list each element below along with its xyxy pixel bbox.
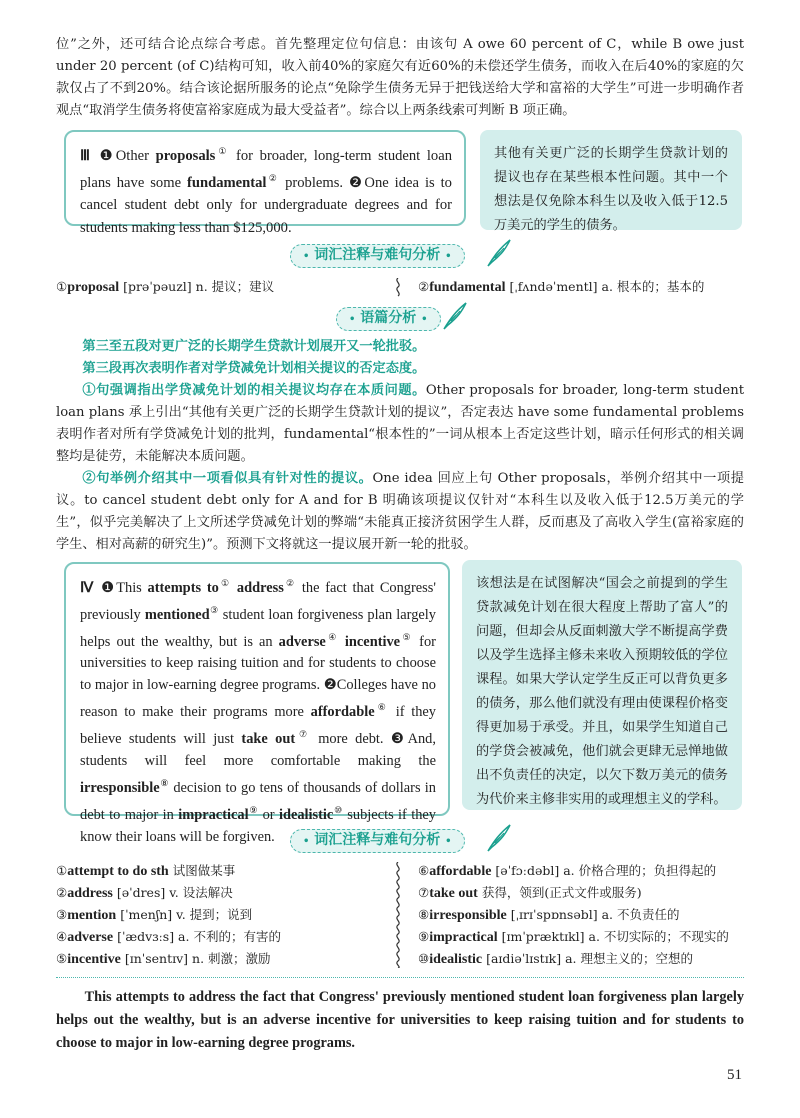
vocab-word: impractical [429, 930, 498, 945]
vocab-word: irresponsible [429, 908, 507, 923]
vocab-word: fundamental [429, 280, 506, 295]
vocab-header: • 词汇注释与难句分析 • [290, 244, 465, 268]
footnote-mark: ② [266, 173, 280, 184]
wavy-divider [392, 278, 404, 298]
vocab-entry: ⑨impractical [ɪmˈpræktɪkl] a. 不切实际的；不现实的 [418, 929, 729, 945]
vocab-entry: ⑦take out 获得，领到(正式文件或服务) [418, 885, 642, 901]
analysis-line-2: 第三段再次表明作者对学贷减免计划相关提议的否定态度。 [82, 361, 426, 376]
feather-pen-icon [484, 823, 512, 853]
feather-pen-icon [440, 301, 468, 331]
dotted-divider [56, 977, 744, 978]
vocab-word: adverse [67, 930, 114, 945]
vocab-word: take out [429, 886, 478, 901]
section-3-english-box [64, 130, 466, 236]
vocab-entry: ③mention [ˈmenʃn] v. 提到；说到 [56, 907, 253, 923]
vocab-entry: ④adverse [ˈædvɜːs] a. 不利的；有害的 [56, 929, 281, 945]
vocab-word: adverse [278, 633, 326, 650]
analysis-header: • 语篇分析 • [336, 307, 441, 331]
vocab-word: idealistic [429, 952, 483, 967]
hard-sentence: This attempts to address the fact that Congress' previously mentioned student loan forgiveness plan largely helps out the wealthy, but is an adverse incentive for universities to keep raising tuition and for students to choose to major in low-earning degree programs. [56, 989, 744, 1051]
vocab-word: take out [241, 730, 296, 747]
vocab-word: address [236, 579, 284, 596]
analysis-head: ①句强调指出学贷减免计划的相关提议均存在本质问题。 [82, 383, 426, 398]
sentence-number: ❷ [349, 175, 365, 192]
analysis-body: Other proposals for broader, long-term student loan plans 承上引出“其他有关更广泛的长期学生贷款计划的提议”，否定表达 have some fundamental problems 表明作者对所有学贷减免计划的批判，fundamental“根本性的”一词从根本上否定这些计划，暗示任何形式的相关调整均是徒劳，未能解决本质问题。 [56, 383, 744, 464]
text: Other [115, 147, 156, 164]
vocab-word: affordable [310, 704, 375, 721]
section-3-translation: 其他有关更广泛的长期学生贷款计划的提议也存在某些根本性问题。其中一个想法是仅免除本科生以及收入低于12.5万美元的学生的债务。 [480, 130, 742, 230]
analysis-header-label: 语篇分析 [360, 310, 417, 326]
section-4-english-box: Ⅳ ❶This attempts to① address② the fact that Congress' previously mentioned③ student loan forgiveness plan largely helps out the wealthy, but is an adverse④ incentive⑤ for universities to keep raising tuition and for students to choose to major in low-earning degree programs. ❷Colleges have no reason to make their programs more affordable⑥ if they believe students will just take out⑦ more debt. ❸And, students will feel more comfortable making the irresponsible⑧ decision to go tens of thousands of dollars in debt to major in impractical⑨ or idealistic⑩ subjects if they know their loans will be forgiven. [64, 562, 450, 816]
vocab-header: • 词汇注释与难句分析 • [290, 829, 465, 853]
vocab-word: attempts to [147, 579, 219, 596]
vocab-entry: ②address [əˈdres] v. 设法解决 [56, 885, 233, 901]
vocab-entry: ⑩idealistic [aɪdiəˈlɪstɪk] a. 理想主义的；空想的 [418, 951, 694, 967]
section-4-translation: 该想法是在试图解决“国会之前提到的学生贷款减免计划在很大程度上帮助了富人”的问题，但却会从反面刺激大学不断提高学费以及学生选择主修未来收入预期较低的学位课程。如果大学认定学生反正可以背负更多的债务，那么他们就没有理由使课程价格变得更加易于承受。并且，如果学生知道自己的学贷会被减免，他们就会更肆无忌惮地做出不负责任的决定，以欠下数万美元的债务为代价来主修非实用的或理想主义的学科。 [462, 560, 742, 810]
sentence-number: ❶ [101, 579, 117, 596]
vocab-word: idealistic [278, 806, 334, 823]
vocab-word: mention [67, 908, 117, 923]
analysis-body: One idea 回应上句 Other proposals，举例介绍其中一项提议。to cancel student debt only for A and for B 明确该项提议仅针对“本科生以及收入低于12.5万美元的学生”，似乎完美解决了上文所述学贷减免计划的弊端“未能真正接济贫困学生人群，反而惠及了高收入学生(富裕家庭的学生、相对高薪的研究生)”。预测下文将就这一提议展开新一轮的批驳。 [56, 471, 744, 552]
vocab-entry: ⑧irresponsible [ˌɪrɪˈspɒnsəbl] a. 不负责任的 [418, 907, 680, 923]
wavy-divider [392, 862, 404, 968]
page-number: 51 [727, 1067, 742, 1083]
sentence-number: ❷ [323, 677, 337, 694]
vocab-word: impractical [178, 806, 249, 823]
sentence-number: ❶ [99, 147, 116, 164]
vocab-entry: ②fundamental [ˌfʌndəˈmentl] a. 根本的；基本的 [418, 279, 705, 295]
vocab-header-label: 词汇注释与难句分析 [314, 832, 441, 848]
vocab-word: attempt to do sth [67, 864, 169, 879]
analysis-head: ②句举例介绍其中一项看似具有针对性的提议。 [82, 471, 373, 486]
vocab-word: fundamental [187, 175, 267, 192]
vocab-entry: ⑥affordable [əˈfɔːdəbl] a. 价格合理的；负担得起的 [418, 863, 717, 879]
intro-paragraph: 位”之外，还可结合论点综合考虑。首先整理定位句信息：由该句 A owe 60 percent of C，while B owe just under 20 percent (of C)结构可知，收入前40%的家庭欠有近60%的未偿还学生债务，而收入在后40%的家庭的欠款仅占了不到20%。结合该论据所服务的论点“免除学生债务无异于把钱送给大学和富裕的大学生”可进一步明确作者观点“取消学生债务将使富裕家庭成为最大受益者”。综合以上两条线索可判断 B 项正确。 [56, 37, 744, 118]
vocab-word: proposals [155, 147, 216, 164]
vocab-word: affordable [429, 864, 492, 879]
vocab-word: address [67, 886, 113, 901]
vocab-entry: ⑤incentive [ɪnˈsentɪv] n. 刺激；激励 [56, 951, 271, 967]
vocab-word: mentioned [144, 606, 210, 623]
text: One idea is to cancel student debt only for undergraduate degrees and for students making less than $125,000. [80, 175, 452, 236]
analysis-paragraph-1 [56, 380, 744, 468]
vocab-word: incentive [67, 952, 121, 967]
text: for broader, long-term student loan plans have some [80, 147, 452, 192]
vocab-entry: ①proposal [prəˈpəuzl] n. 提议；建议 [56, 279, 275, 295]
footnote-mark: ① [215, 146, 230, 156]
analysis-paragraph-2 [56, 468, 744, 556]
vocab-word: irresponsible [80, 779, 160, 796]
analysis-line-1: 第三至五段对更广泛的长期学生贷款计划展开又一轮批驳。 [82, 339, 426, 354]
roman-numeral: Ⅲ [80, 147, 94, 164]
vocab-entry: ①attempt to do sth 试图做某事 [56, 863, 236, 879]
feather-pen-icon [484, 238, 512, 268]
vocab-word: proposal [67, 280, 120, 295]
vocab-header-label: 词汇注释与难句分析 [314, 247, 441, 263]
sentence-number: ❸ [390, 730, 408, 747]
text: problems. [279, 175, 344, 192]
vocab-word: incentive [344, 633, 401, 650]
roman-numeral: Ⅳ [80, 579, 96, 596]
